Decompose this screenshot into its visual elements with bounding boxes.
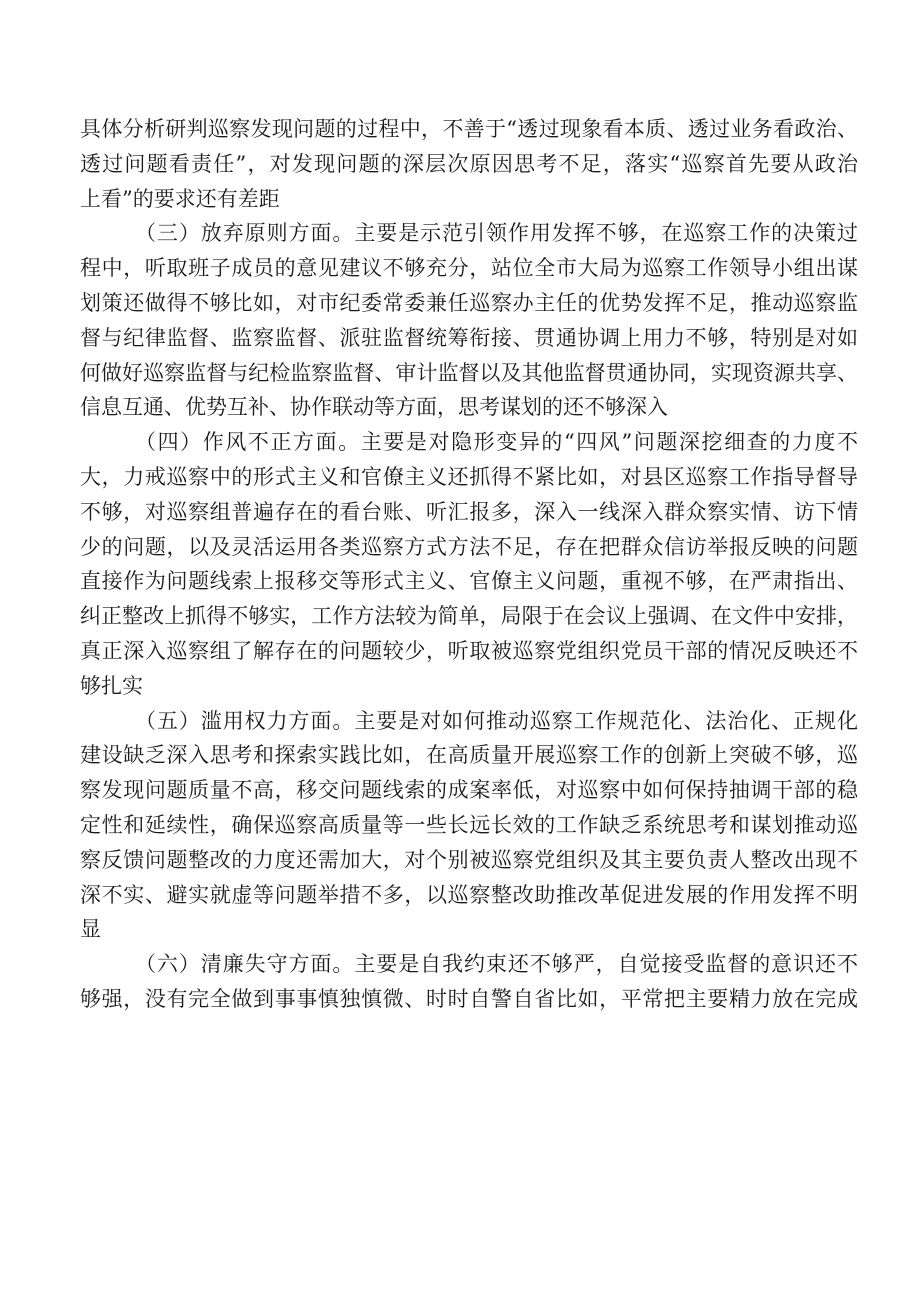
text-line: 够强，没有完全做到事事慎独慎微、时时自警自省比如，平常把主要精力放在完成	[80, 986, 858, 1011]
text-line: 上看”的要求还有差距	[80, 186, 280, 211]
text-line: 深不实、避实就虚等问题举措不多，以巡察整改助推改革促进发展的作用发挥不明	[80, 882, 858, 907]
text-line: 纠正整改上抓得不够实，工作方法较为简单，局限于在会议上强调、在文件中安排，	[80, 604, 858, 629]
text-line: 少的问题，以及灵活运用各类巡察方式方法不足，存在把群众信访举报反映的问题	[80, 534, 858, 559]
text-line: 信息互通、优势互补、协作联动等方面，思考谋划的还不够深入	[80, 395, 668, 420]
document-body	[80, 112, 858, 1017]
text-line: 划策还做得不够比如，对市纪委常委兼任巡察办主任的优势发挥不足，推动巡察监	[80, 290, 858, 315]
text-line: 显	[80, 917, 101, 942]
text-line: 大，力戒巡察中的形式主义和官僚主义还抓得不紧比如，对县区巡察工作指导督导	[80, 464, 858, 489]
text-line: 何做好巡察监督与纪检监察监督、审计监督以及其他监督贯通协同，实现资源共享、	[80, 360, 858, 385]
text-line: 直接作为问题线索上报移交等形式主义、官僚主义问题，重视不够，在严肃指出、	[80, 569, 858, 594]
paragraph-intro-tail	[80, 112, 858, 216]
text-line: 督与纪律监督、监察监督、派驻监督统筹衔接、贯通协调上用力不够，特别是对如	[80, 325, 858, 350]
paragraph-section-4	[80, 425, 858, 703]
text-line: 察发现问题质量不高，移交问题线索的成案率低，对巡察中如何保持抽调干部的稳	[80, 778, 858, 803]
text-line: 够扎实	[80, 673, 143, 698]
text-line: 具体分析研判巡察发现问题的过程中，不善于“透过现象看本质、透过业务看政治、	[80, 117, 858, 141]
text-line: 定性和延续性，确保巡察高质量等一些长远长效的工作缺乏系统思考和谋划推动巡	[80, 812, 858, 837]
paragraph-section-6	[80, 947, 858, 1017]
text-line: 建设缺乏深入思考和探索实践比如，在高质量开展巡察工作的创新上突破不够，巡	[80, 743, 858, 768]
paragraph-first-line: （六）清廉失守方面。主要是自我约束还不够严，自觉接受监督的意识还不	[135, 952, 858, 977]
paragraph-section-3	[80, 216, 858, 425]
text-line: 不够，对巡察组普遍存在的看台账、听汇报多，深入一线深入群众察实情、访下情	[80, 499, 858, 524]
paragraph-first-line: （三）放弃原则方面。主要是示范引领作用发挥不够，在巡察工作的决策过	[135, 221, 858, 246]
paragraph-section-5	[80, 704, 858, 948]
paragraph-first-line: （五）滥用权力方面。主要是对如何推动巡察工作规范化、法治化、正规化	[135, 708, 858, 733]
paragraph-first-line: （四）作风不正方面。主要是对隐形变异的“四风”问题深挖细查的力度不	[135, 430, 858, 455]
text-line: 察反馈问题整改的力度还需加大，对个别被巡察党组织及其主要负责人整改出现不	[80, 847, 858, 872]
text-line: 真正深入巡察组了解存在的问题较少，听取被巡察党组织党员干部的情况反映还不	[80, 638, 858, 663]
text-line: 透过问题看责任”，对发现问题的深层次原因思考不足，落实“巡察首先要从政治	[80, 151, 858, 176]
text-line: 程中，听取班子成员的意见建议不够充分，站位全市大局为巡察工作领导小组出谋	[80, 256, 858, 281]
